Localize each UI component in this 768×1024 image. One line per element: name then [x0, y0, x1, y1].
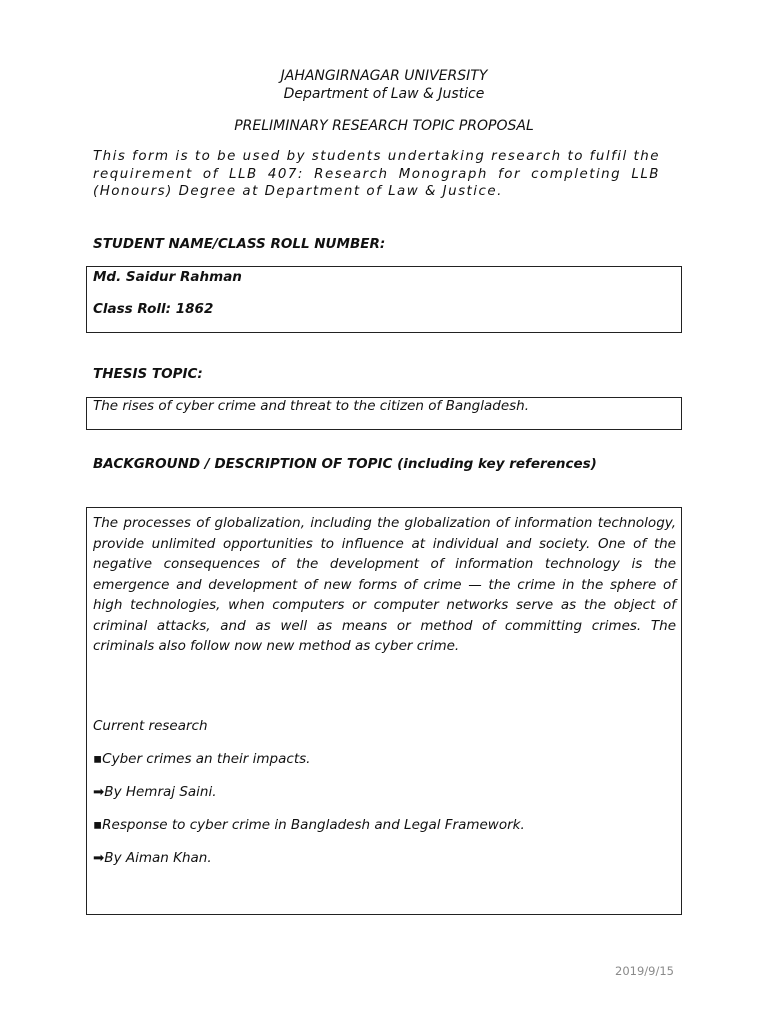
- student-info-box: [86, 266, 682, 333]
- background-section-label: BACKGROUND / DESCRIPTION OF TOPIC (including key references): [93, 456, 597, 472]
- thesis-section-label: THESIS TOPIC:: [93, 366, 203, 382]
- form-title: PRELIMINARY RESEARCH TOPIC PROPOSAL: [234, 118, 534, 134]
- student-name: Md. Saidur Rahman: [93, 269, 242, 285]
- student-section-label: STUDENT NAME/CLASS ROLL NUMBER:: [93, 236, 386, 252]
- thesis-topic-box: [86, 397, 682, 430]
- thesis-topic: The rises of cyber crime and threat to the citizen of Bangladesh.: [93, 398, 530, 414]
- intro-paragraph: This form is to be used by students undertaking research to fulfil the requirement of LLB 407: Research Monograph for completing LLB (Honours) Degree at Department of Law & Justice.: [93, 149, 660, 199]
- reference-title: ▪Cyber crimes an their impacts.: [93, 751, 311, 767]
- university-name: JAHANGIRNAGAR UNIVERSITY: [280, 68, 488, 84]
- reference-title: ▪Response to cyber crime in Bangladesh and Legal Framework.: [93, 817, 525, 833]
- class-roll: Class Roll: 1862: [93, 301, 214, 317]
- current-research-label: Current research: [93, 718, 208, 734]
- background-paragraph: The processes of globalization, including the globalization of information technology, provide unlimited opportunities to influence at individual and society. One of the negative consequences of the development of information technology is the emergence and development of new forms of crime — the crime in the sphere of high technologies, when computers or computer networks serve as the object of criminal attacks, and as well as means or method of committing crimes. The criminals also follow now new method as cyber crime.: [93, 515, 676, 654]
- background-box: [86, 507, 682, 915]
- reference-author: ➡By Aiman Khan.: [93, 850, 212, 866]
- reference-author: ➡By Hemraj Saini.: [93, 784, 217, 800]
- department-name: Department of Law & Justice: [283, 86, 485, 102]
- footer-date: 2019/9/15: [615, 964, 674, 978]
